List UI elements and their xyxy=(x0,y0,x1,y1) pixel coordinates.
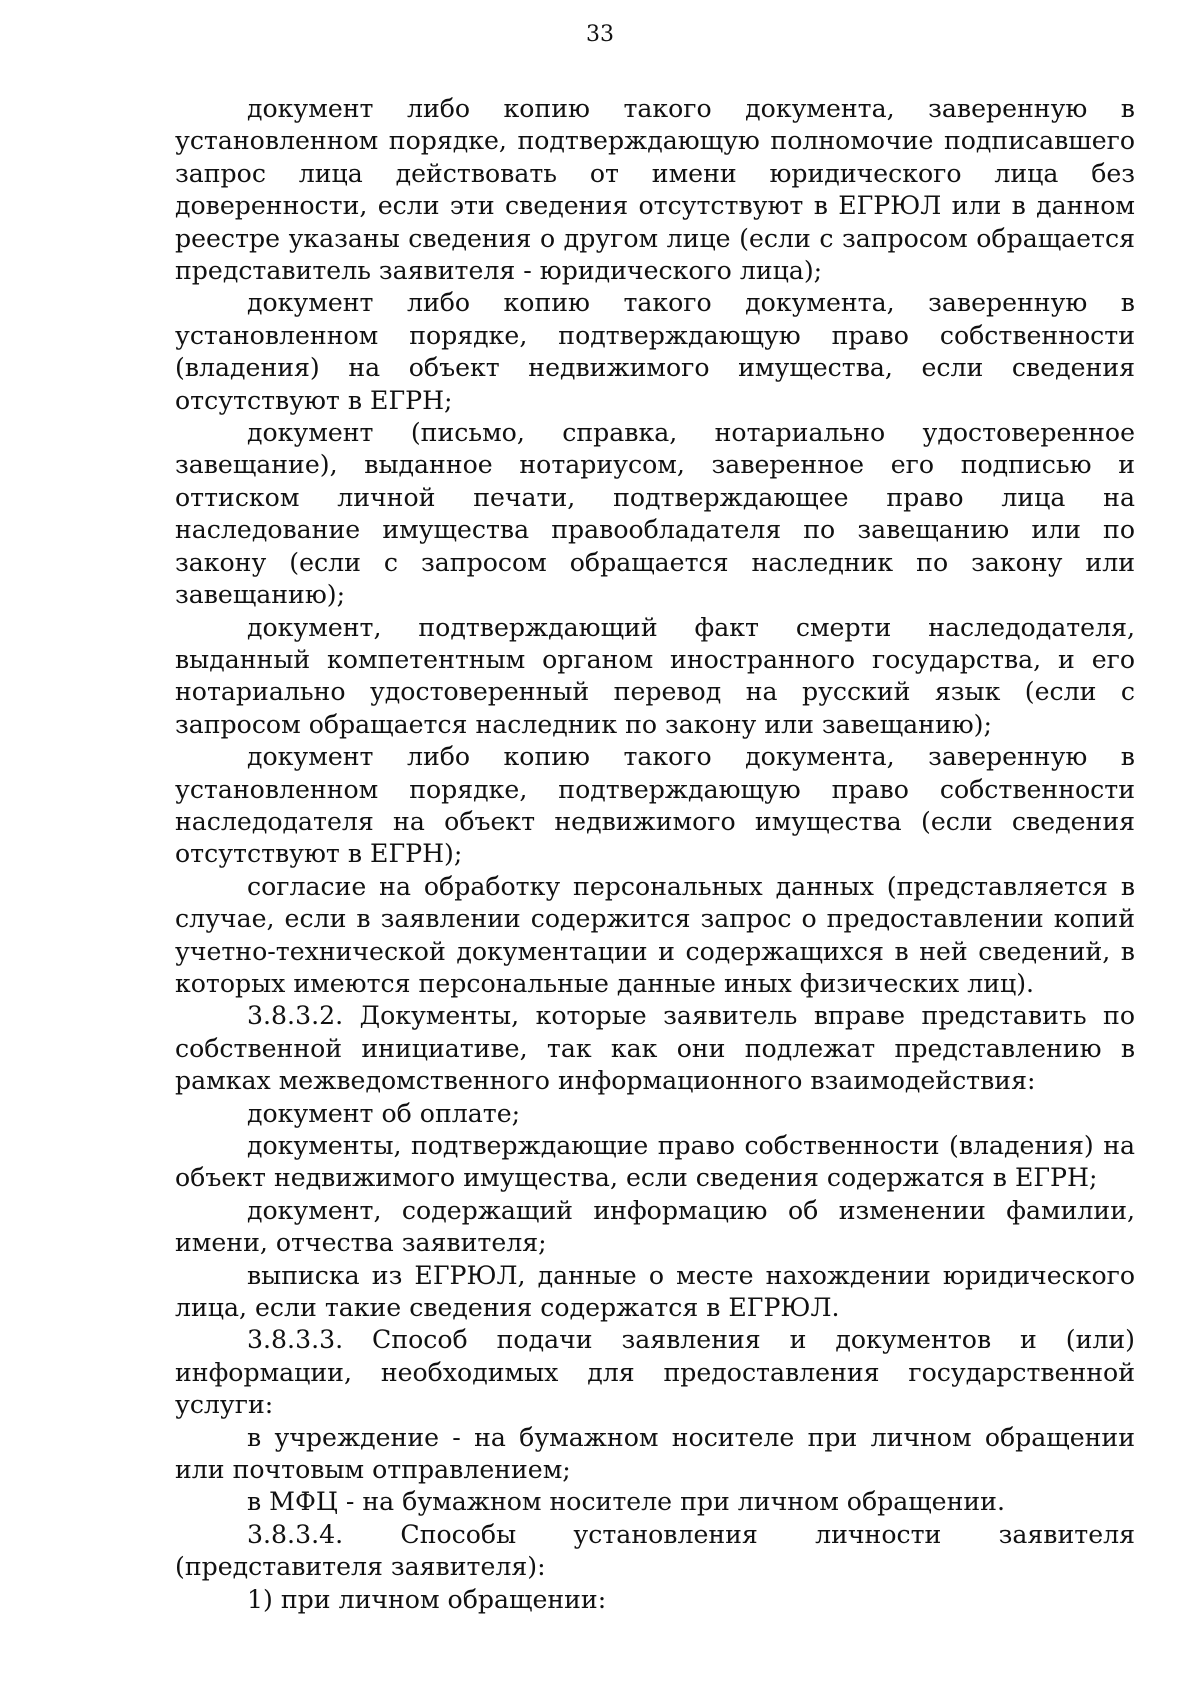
paragraph-ownership-document: документ либо копию такого документа, заверенную в установленном порядке, подтверждающую право собственности (владения) на объект недвижимого имущества, если сведения отсутствуют в ЕГРН; xyxy=(175,288,1135,415)
paragraph-testator-ownership: документ либо копию такого документа, заверенную в установленном порядке, подтверждающую право собственности наследодателя на объект недвижимого имущества (если сведения отсутствуют в ЕГРН); xyxy=(175,742,1135,869)
paragraph-section-3-8-3-2: 3.8.3.2. Документы, которые заявитель вправе представить по собственной инициативе, так как они подлежат представлению в рамках межведомственного информационного взаимодействия: xyxy=(175,1001,1135,1096)
paragraph-section-3-8-3-4: 3.8.3.4. Способы установления личности заявителя (представителя заявителя): xyxy=(175,1519,1135,1582)
paragraph-section-3-8-3-3: 3.8.3.3. Способ подачи заявления и документов и (или) информации, необходимых для предоставления государственной услуги: xyxy=(175,1325,1135,1420)
paragraph-personal-data-consent: согласие на обработку персональных данных (представляется в случае, если в заявлении содержится запрос о предоставлении копий учетно-технической документации и содержащихся в ней сведений, в которых имеются персональные данные иных физических лиц). xyxy=(175,871,1135,998)
paragraph-name-change: документ, содержащий информацию об изменении фамилии, имени, отчества заявителя; xyxy=(175,1195,1135,1258)
paragraph-notary-document: документ (письмо, справка, нотариально удостоверенное завещание), выданное нотариусом, заверенное его подписью и оттиском личной печати, подтверждающее право лица на наследование имущества правообладателя по завещанию или по закону (если с запросом обращается наследник по закону или завещанию); xyxy=(175,418,1135,610)
paragraph-legal-entity-authority: документ либо копию такого документа, заверенную в установленном порядке, подтверждающую полномочие подписавшего запрос лица действовать от имени юридического лица без доверенности, если эти сведения отсутствуют в ЕГРЮЛ или в данном реестре указаны сведения о другом лице (если с запросом обращается представитель заявителя - юридического лица); xyxy=(175,94,1135,286)
document-body xyxy=(175,93,1135,1616)
paragraph-submission-institution: в учреждение - на бумажном носителе при личном обращении или почтовым отправлением; xyxy=(175,1422,1135,1485)
paragraph-death-certificate: документ, подтверждающий факт смерти наследодателя, выданный компетентным органом иностранного государства, и его нотариально удостоверенный перевод на русский язык (если с запросом обращается наследник по закону или завещанию); xyxy=(175,612,1135,739)
page-number: 33 xyxy=(586,22,614,47)
paragraph-egrn-ownership: документы, подтверждающие право собственности (владения) на объект недвижимого имущества, если сведения содержатся в ЕГРН; xyxy=(175,1131,1135,1193)
paragraph-payment-document: документ об оплате; xyxy=(247,1098,521,1128)
paragraph-egrul-extract: выписка из ЕГРЮЛ, данные о месте нахождении юридического лица, если такие сведения содержатся в ЕГРЮЛ. xyxy=(175,1260,1135,1323)
paragraph-personal-visit: 1) при личном обращении: xyxy=(247,1584,607,1614)
paragraph-submission-mfc: в МФЦ - на бумажном носителе при личном обращении. xyxy=(247,1487,1005,1517)
